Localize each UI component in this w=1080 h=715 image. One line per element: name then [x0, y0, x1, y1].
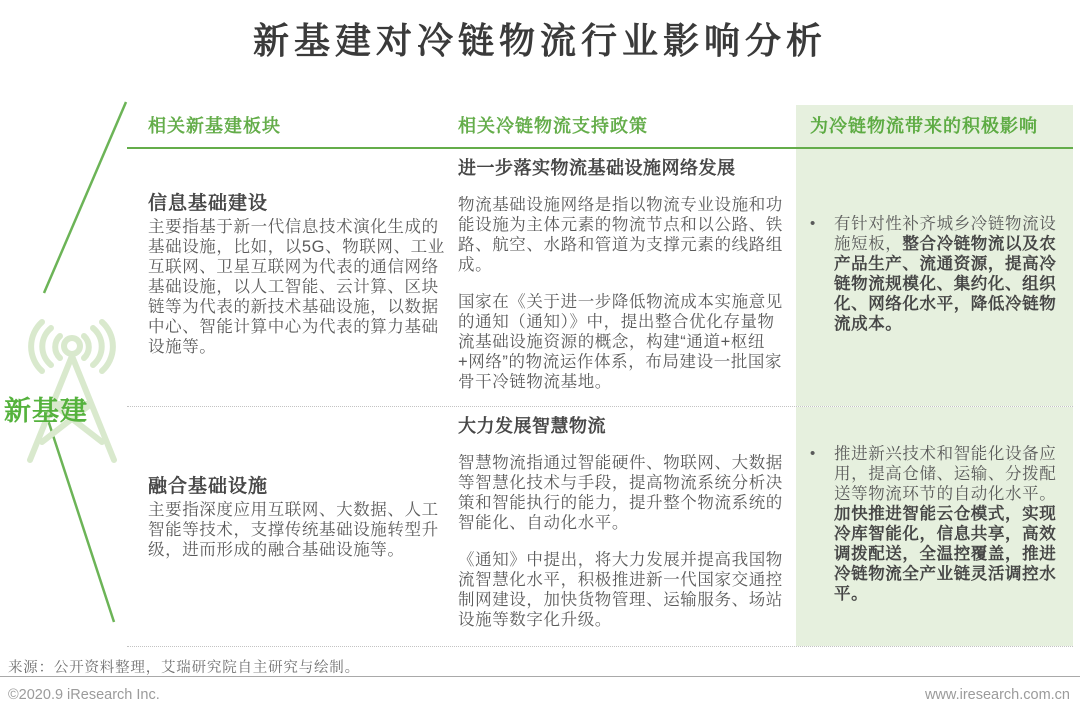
impact-text: [834, 214, 1060, 334]
cell-sector-converged-infrastructure: [127, 407, 458, 646]
table-row: [127, 407, 1073, 647]
page-title: 新基建对冷链物流行业影响分析: [252, 20, 827, 61]
sector-title: 融合基础设施: [148, 476, 269, 497]
bullet-dot-icon: •: [810, 445, 816, 462]
footer-copyright: ©2020.9 iResearch Inc.: [8, 687, 160, 703]
policy-paragraph: 《通知》中提出，将大力发展并提高我国物流智慧化水平，积极推进新一代国家交通控制网建设，加快货物管理、运输服务、场站设施等数字化升级。: [458, 551, 783, 629]
source-note: 来源：公开资料整理，艾瑞研究院自主研究与绘制。: [8, 660, 360, 676]
table-row: [127, 149, 1073, 407]
policy-paragraph: 智慧物流指通过智能硬件、物联网、大数据等智慧化技术与手段，提高物流系统分析决策和智能执行的能力，提升整个物流系统的智能化、自动化水平。: [458, 454, 783, 532]
footer-website: www.iresearch.com.cn: [924, 687, 1070, 703]
policy-paragraph: 国家在《关于进一步降低物流成本实施意见的通知（通知）》中，提出整合优化存量物流基础设施资源的概念，构建“通道+枢纽+网络”的物流运作体系，布局建设一批国家骨干冷链物流基地。: [458, 293, 783, 391]
policy-title: 进一步落实物流基础设施网络发展: [458, 158, 736, 178]
impact-text-normal: 推进新兴技术和智能化设备应用，提高仓储、运输、分拨配送等物流环节的自动化水平。: [834, 445, 1057, 503]
sector-description: 主要指深度应用互联网、大数据、人工智能等技术，支撑传统基础设施转型升级，进而形成的融合基础设施等。: [148, 501, 439, 559]
impact-text-bold: 加快推进智能云仓模式，实现冷库智能化，信息共享，高效调拨配送，全温控覆盖，推进冷链物流全产业链灵活调控水平。: [834, 505, 1057, 603]
header-new-infra-sectors: 相关新基建板块: [148, 116, 281, 136]
cell-impact-cold-chain-resources: [796, 149, 1073, 406]
bullet-dot-icon: •: [810, 215, 816, 232]
new-infrastructure-label: 新基建: [4, 396, 88, 426]
impact-bullet: [810, 444, 1060, 604]
table-header-row: [127, 105, 1073, 149]
impact-text: [834, 444, 1060, 604]
impact-bullet: [810, 214, 1060, 334]
connector-line-top: [44, 102, 126, 293]
policy-title: 大力发展智慧物流: [458, 416, 606, 436]
cell-sector-info-infrastructure: [127, 149, 458, 406]
sector-title: 信息基础建设: [148, 193, 269, 214]
header-support-policies: 相关冷链物流支持政策: [458, 116, 648, 136]
impact-text-bold: 整合冷链物流以及农产品生产、流通资源，提高冷链物流规模化、集约化、组织化、网络化水平，降低冷链物流成本。: [834, 235, 1057, 333]
footer-divider: [0, 676, 1080, 677]
impact-text-normal: 有针对性补齐城乡冷链物流设施短板，: [834, 215, 1057, 253]
header-positive-impacts: 为冷链物流带来的积极影响: [796, 105, 1073, 147]
cell-impact-smart-warehouse: [796, 407, 1073, 646]
sector-description: 主要指基于新一代信息技术演化生成的基础设施，比如，以5G、物联网、工业互联网、卫星互联网为代表的通信网络基础设施，以人工智能、云计算、区块链等为代表的新技术基础设施，以数据中心、智能计算中心为代表的算力基础设施等。: [148, 218, 445, 356]
impact-table: [127, 105, 1073, 647]
cell-policy-logistics-network: [458, 149, 796, 406]
policy-paragraph: 物流基础设施网络是指以物流专业设施和功能设施为主体元素的物流节点和以公路、铁路、航空、水路和管道为支撑元素的线路组成。: [458, 196, 783, 274]
cell-policy-smart-logistics: [458, 407, 796, 646]
